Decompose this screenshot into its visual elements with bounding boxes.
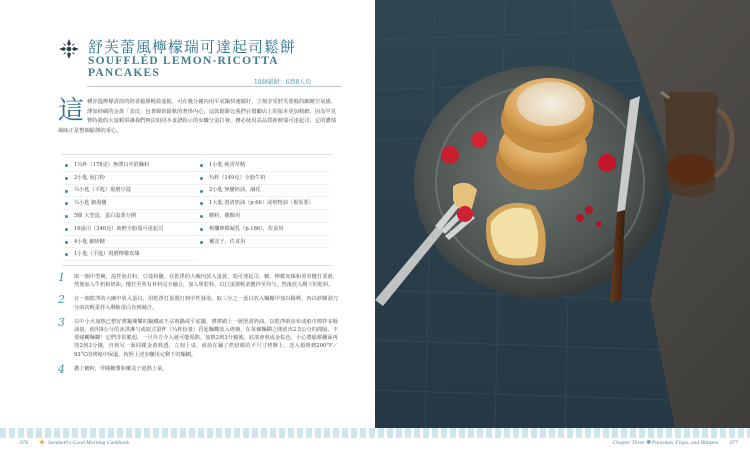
ingredients-column-right [197, 155, 332, 265]
pancake-photo [375, 0, 750, 464]
step-number: 1 [58, 271, 65, 284]
ingredient-item: 2小匙 泡打粉 [62, 172, 197, 185]
ingredient-item: 4小匙 細砂糖 [62, 236, 197, 249]
step-text: 在一個乾淨的大碗中放入蛋白，用乾淨打蛋器打到中性發泡。取三分之一蛋白放入麵糊中加以稀釋，再以矽膠刮刀分兩次輕柔拌入剩餘蛋白直到融合。 [74, 296, 338, 311]
recipe-title-en [88, 55, 279, 79]
recipe-title-en-line1: SOUFFLÉD LEMON-RICOTTA [88, 55, 279, 67]
ingredient-item: 1小匙 純香草精 [197, 159, 332, 172]
chapter-title: Chapter Three ✽ Pancakes, Flaps, and Blintzes [612, 440, 718, 446]
ingredient-item: 2小匙 無鹽奶油，融化 [197, 185, 332, 198]
pancake-photo-illustration [375, 0, 750, 428]
step-item [58, 362, 338, 376]
sun-icon [38, 438, 46, 446]
intro-dropcap: 這 [58, 96, 85, 126]
ingredient-item: 枸爛檸檬凝乳（p.186），佐食用 [197, 223, 332, 236]
ingredient-item: 16盎司（340克）新鮮全脂瑞可達起司 [62, 223, 197, 236]
recipe-title-zh: 舒芙蕾風檸檬瑞可達起司鬆餅 [88, 38, 297, 56]
page-number-right: 077 [729, 440, 738, 446]
recipe-yield: 18個鬆餅：6到8人份 [254, 79, 312, 86]
ingredients-column-left [62, 155, 197, 265]
step-item [58, 295, 338, 311]
step-number: 3 [58, 315, 65, 329]
ingredient-item: ¼小匙 細海鹽 [62, 197, 197, 210]
intro-text: 種淬溫檸檬清淡的奶香鬆餅輕盈蓬鬆，可在幾分鐘內用平底鍋快速做好，立刻享受舒芙蕾般的細緻空氣感，薄如紗綢的金黃「表皮」包著綿密鬆軟的奢侈內心，這款鬆餅比我們在餐廳店上的版本更加精緻，因為罕見贊特殺的大量順軍讓我們無法如同本食譜指示的步驟分蛋打發，務必使用高品質新鮮瑞可達起司，它的濃郁風味正是整個鬆餅的重心。 [58, 99, 336, 134]
ingredients-box [62, 154, 332, 266]
step-number: 2 [58, 293, 65, 307]
intro-paragraph [58, 98, 336, 136]
ingredient-item: 1¼杯（178克）無漂白中筋麵粉 [62, 159, 197, 172]
recipe-title-en-line2: PANCAKES [88, 67, 161, 79]
book-title: Sarabeth's Good Morning Cookbook [48, 440, 130, 446]
steps-list [58, 273, 338, 379]
step-number: 4 [58, 362, 65, 376]
title-divider [87, 86, 342, 87]
ingredient-item: 糖粉，撒飾用 [197, 210, 332, 223]
ingredient-item: ¾杯（149克）全脂牛奶 [197, 172, 332, 185]
ornament-icon [57, 37, 81, 61]
footer-decorative-band [0, 428, 750, 438]
page-number-left: 076 [20, 440, 29, 446]
ingredient-item: ¼小匙（平匙）現磨豆蔻 [62, 185, 197, 198]
step-text: 取一個中型碗，混拌泡打粉、豆蔻和鹽。在乾淨的大碗內放入蛋黃、瑞可達起司、糖、檸檬皮絲和香草攪打柔滑，然後加入牛奶和奶油。攪打至所有材料完全融合，加入單乾料，以打蛋器輕柔攪拌至均勻，然後放入剩下的乾料。 [74, 274, 338, 289]
ingredient-item: 5顆 大型蛋，蛋白蛋黃分開 [62, 210, 197, 223]
step-text: 撒上糖粉，伴隨糖漿和覆盆子趁熱上桌。 [74, 365, 168, 372]
ingredient-item: 1小匙（平匙）現磨檸檬皮絲 [62, 248, 197, 261]
step-item [58, 273, 338, 289]
step-text: 以中小火加熱已整好薄鍋塊樂的鍋鐵或不沾煎鍋或平底鍋，薄薄刷上一層澄清奶油，以乾淨廚房布或紙巾擦拌多餘油量。使用8公分的冰淇淋勺或取式量杯（¼杯份量）舀起麵糊放入烤盤，在每個麵糊之間留出2.5公分的間隔，不要碰觸麵糊！它們非常脆弱，一旦外方介入就可能塌陷。加熱2到3分鐘後，底部會煎成金棕色，小心將鬆餅翻面再煎2到3分鐘，直到另一面同樣金黃熟透，立刻上桌，或放在鋪了烘焙紙的平尺寸烤盤上，送入預熱到200°F／93°C的烤箱中保溫，按照上述步驟用完剩下的麵糊。 [74, 318, 338, 358]
step-item [58, 315, 338, 359]
ingredient-item: 覆盆子，佐食用 [197, 236, 332, 249]
ingredient-item: 1大匙 澄清奶油（p.66）或植物油（視需要） [197, 197, 332, 210]
